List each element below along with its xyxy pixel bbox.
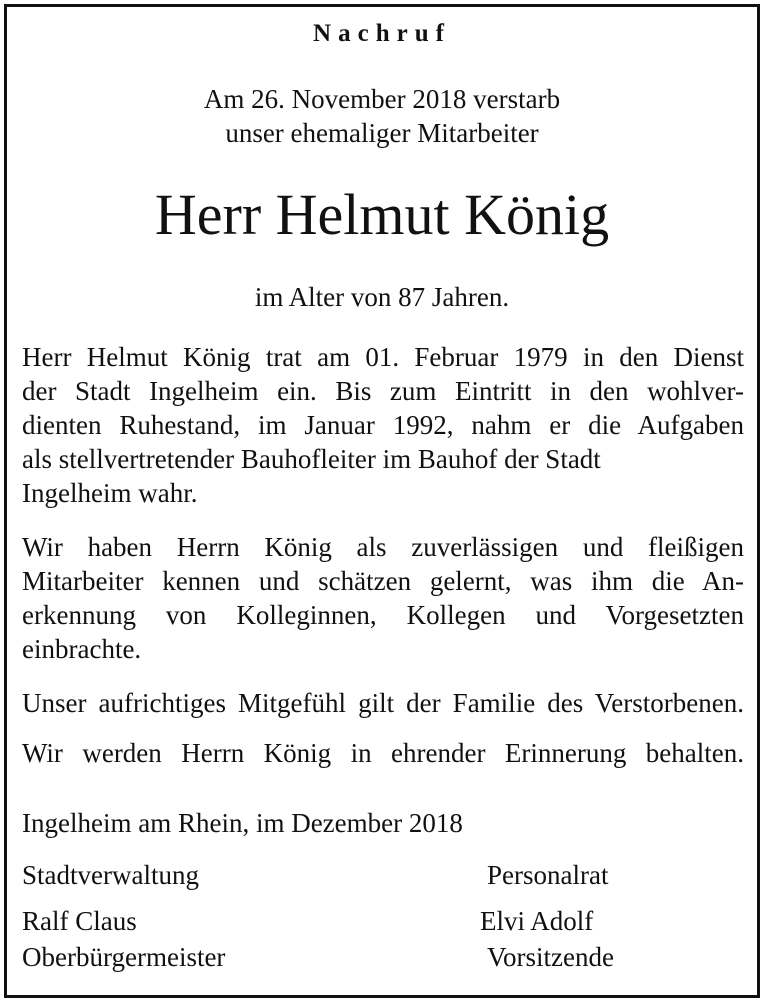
deceased-name: Herr Helmut König bbox=[154, 182, 610, 247]
paragraph-line: Mitarbeiter kennen und schätzen gelernt, was ihm die An- bbox=[22, 566, 744, 596]
paragraph-line: erkennung von Kolleginnen, Kollegen und Vorgesetzten bbox=[22, 600, 744, 630]
notice-heading: Nachruf bbox=[313, 20, 451, 47]
signatory-left-name: Ralf Claus bbox=[22, 906, 137, 936]
age-line: im Alter von 87 Jahren. bbox=[254, 282, 510, 312]
signatory-right-organization: Personalrat bbox=[487, 860, 609, 890]
paragraph-line: Wir werden Herrn König in ehrender Erinnerung behalten. bbox=[22, 738, 744, 768]
place-date: Ingelheim am Rhein, im Dezember 2018 bbox=[22, 808, 463, 838]
signatory-right-name: Elvi Adolf bbox=[480, 906, 594, 936]
paragraph-line: als stellvertretender Bauhofleiter im Bauhof der Stadt bbox=[22, 444, 601, 474]
signatory-right-role: Vorsitzende bbox=[487, 942, 614, 972]
paragraph-remembrance bbox=[22, 736, 744, 770]
paragraph-condolence bbox=[22, 686, 744, 720]
paragraph-line: einbrachte. bbox=[22, 634, 142, 664]
paragraph-line: der Stadt Ingelheim ein. Bis zum Eintritt in den wohlver- bbox=[22, 376, 744, 406]
paragraph-line: Herr Helmut König trat am 01. Februar 1979 in den Dienst bbox=[22, 342, 744, 372]
paragraph-line: Ingelheim wahr. bbox=[22, 478, 198, 508]
paragraph-line: dienten Ruhestand, im Januar 1992, nahm er die Aufgaben bbox=[22, 410, 744, 440]
paragraph-line: Wir haben Herrn König als zuverlässigen und fleißigen bbox=[22, 532, 744, 562]
signatory-left-role: Oberbürgermeister bbox=[22, 942, 226, 972]
signatory-left-organization: Stadtverwaltung bbox=[22, 860, 199, 890]
paragraph-line: Unser aufrichtiges Mitgefühl gilt der Familie des Verstorbenen. bbox=[22, 688, 744, 718]
paragraph-appreciation bbox=[22, 530, 744, 666]
intro-line-relation: unser ehemaliger Mitarbeiter bbox=[225, 118, 539, 148]
paragraph-career bbox=[22, 340, 744, 510]
intro-line-date: Am 26. November 2018 verstarb bbox=[203, 84, 561, 114]
